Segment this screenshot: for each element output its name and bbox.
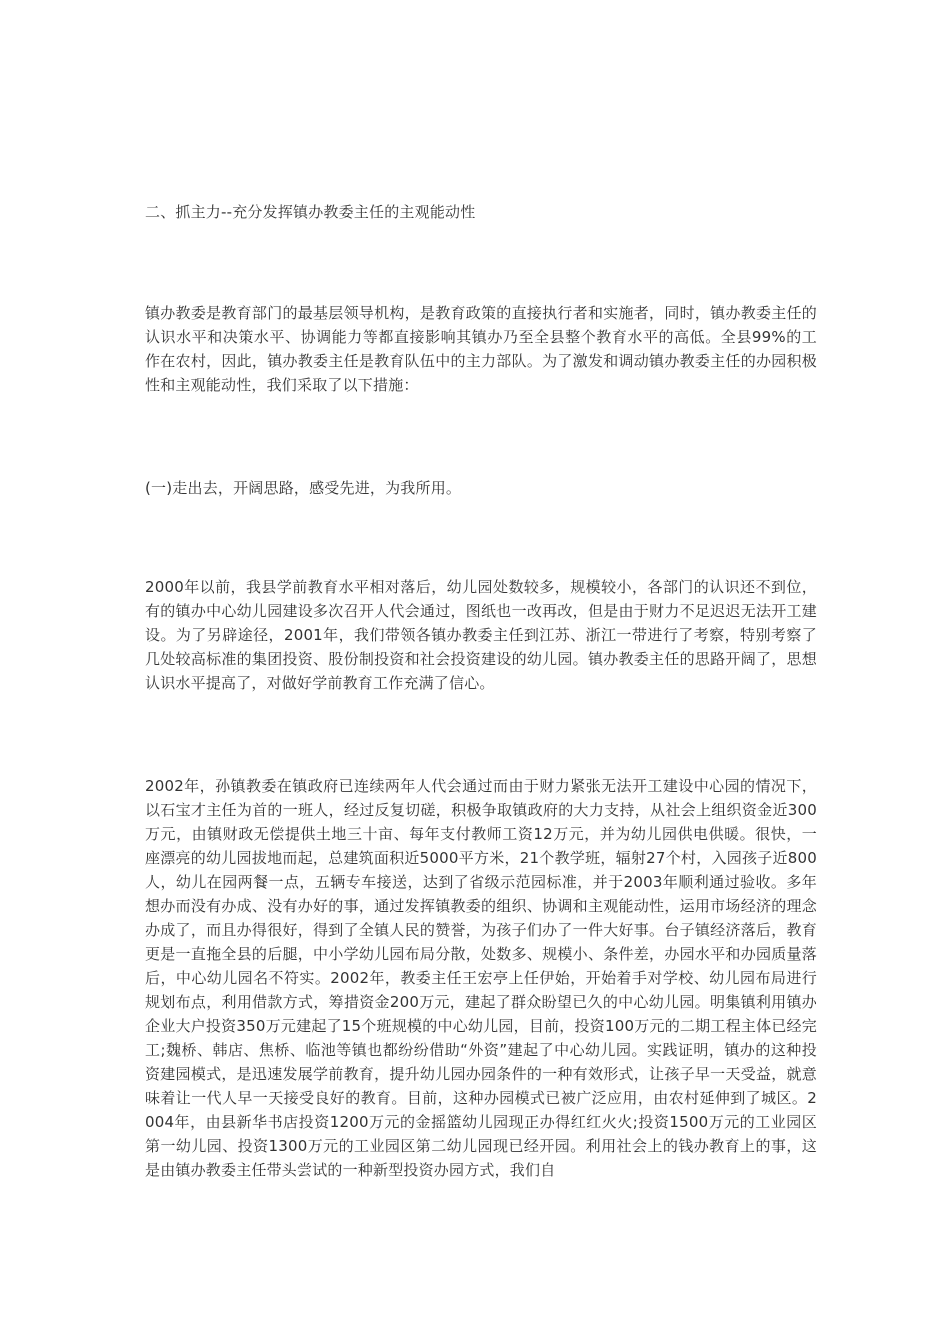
paragraph-2: 2000年以前，我县学前教育水平相对落后，幼儿园处数较多，规模较小，各部门的认识还不到位，有的镇办中心幼儿园建设多次召开人代会通过，图纸也一改再改，但是由于财力不足迟迟无法开工建设。为了另辟途径，2001年，我们带领各镇办教委主任到江苏、浙江一带进行了考察，特别考察了几处较高标准的集团投资、股份制投资和社会投资建设的幼儿园。镇办教委主任的思路开阔了，思想认识水平提高了，对做好学前教育工作充满了信心。: [145, 578, 817, 692]
paragraph-1: 镇办教委是教育部门的最基层领导机构，是教育政策的直接执行者和实施者，同时，镇办教委主任的认识水平和决策水平、协调能力等都直接影响其镇办乃至全县整个教育水平的高低。全县99%的工作在农村，因此，镇办教委主任是教育队伍中的主力部队。为了激发和调动镇办教委主任的办园积极性和主观能动性，我们采取了以下措施：: [145, 304, 817, 394]
section-heading: 二、抓主力--充分发挥镇办教委主任的主观能动性: [145, 203, 476, 221]
subheading-1: (一)走出去，开阔思路，感受先进，为我所用。: [145, 479, 462, 497]
paragraph-3: 2002年，孙镇教委在镇政府已连续两年人代会通过而由于财力紧张无法开工建设中心园的情况下，以石宝才主任为首的一班人，经过反复切磋，积极争取镇政府的大力支持，从社会上组织资金近300万元，由镇财政无偿提供土地三十亩、每年支付教师工资12万元，并为幼儿园供电供暖。很快，一座漂亮的幼儿园拔地而起，总建筑面积近5000平方米，21个教学班，辐射27个村，入园孩子近800人，幼儿在园两餐一点，五辆专车接送，达到了省级示范园标准，并于2003年顺利通过验收。多年想办而没有办成、没有办好的事，通过发挥镇教委的组织、协调和主观能动性，运用市场经济的理念办成了，而且办得很好，得到了全镇人民的赞誉，为孩子们办了一件大好事。台子镇经济落后，教育更是一直拖全县的后腿，中小学幼儿园布局分散，处数多、规模小、条件差，办园水平和办园质量落后，中心幼儿园名不符实。2002年，教委主任王宏亭上任伊始，开始着手对学校、幼儿园布局进行规划布点，利用借款方式，筹措资金200万元，建起了群众盼望已久的中心幼儿园。明集镇利用镇办企业大户投资350万元建起了15个班规模的中心幼儿园，目前，投资100万元的二期工程主体已经完工;魏桥、韩店、焦桥、临池等镇也都纷纷借助“外资”建起了中心幼儿园。实践证明，镇办的这种投资建园模式，是迅速发展学前教育，提升幼儿园办园条件的一种有效形式，让孩子早一天受益，就意味着让一代人早一天接受良好的教育。目前，这种办园模式已被广泛应用，由农村延伸到了城区。2004年，由县新华书店投资1200万元的金摇篮幼儿园现正办得红红火火;投资1500万元的工业园区第一幼儿园、投资1300万元的工业园区第二幼儿园现已经开园。利用社会上的钱办教育上的事，这是由镇办教委主任带头尝试的一种新型投资办园方式，我们自: [145, 777, 817, 1179]
